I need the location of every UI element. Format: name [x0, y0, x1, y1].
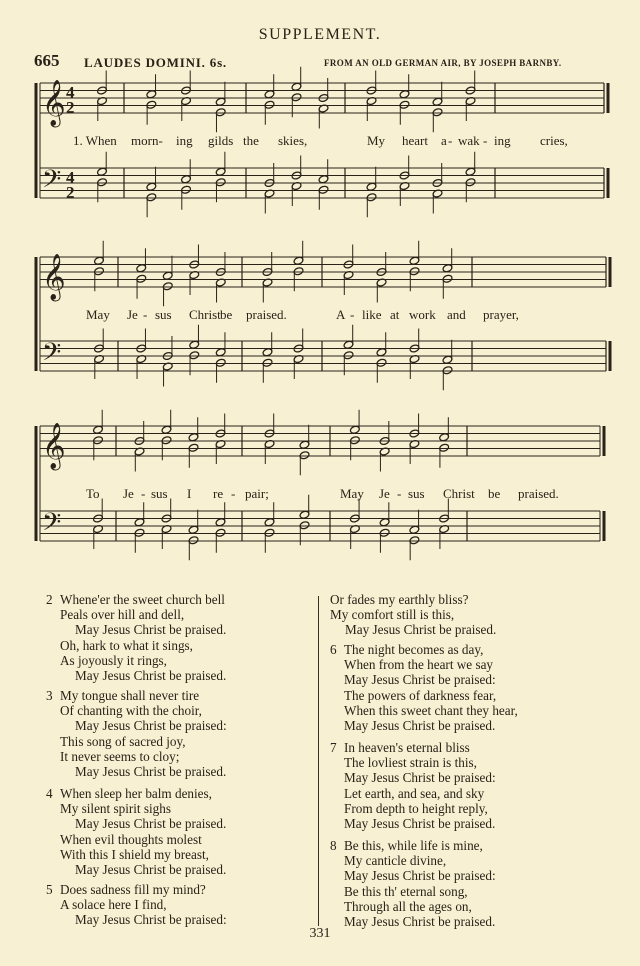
system-1 — [36, 67, 608, 218]
treble-clef-icon: 𝄞 — [42, 80, 66, 126]
stanza-line — [46, 592, 226, 607]
lyric-syllable: Je — [127, 307, 138, 322]
lyric-syllable: at — [390, 307, 400, 322]
stanza-line-text: Does sadness fill my mind? — [60, 882, 206, 897]
lyric-syllable: sus — [408, 486, 425, 501]
stanza-line-text: The powers of darkness fear, — [344, 687, 497, 703]
stanza-number: 8 — [330, 838, 337, 853]
stanza-line-text: Let earth, and sea, and sky — [344, 785, 485, 801]
lyric-syllable: be — [220, 307, 233, 322]
stanza-line-text: Peals over hill and dell, — [60, 607, 185, 623]
stanza-line-text: May Jesus Christ be praised. — [75, 668, 227, 684]
stanza-line — [330, 853, 496, 868]
lyric-syllable: ing — [176, 133, 193, 148]
lyric-syllable: Christ — [189, 307, 221, 322]
lyric-syllable: My — [367, 133, 386, 148]
stanza-number: 3 — [46, 688, 53, 703]
lyric-syllable: - — [350, 307, 355, 322]
stanza-line-text: May Jesus Christ be praised. — [75, 622, 227, 638]
stanza-line — [330, 816, 496, 831]
stanza-line-text: Be this th' eternal song, — [344, 883, 468, 899]
lyric-syllable: - — [143, 307, 148, 322]
stanza-line — [330, 592, 496, 607]
stanza-line — [46, 764, 227, 779]
tune-name: LAUDES DOMINI. 6s. — [84, 55, 227, 70]
lyric-syllable: be — [488, 486, 501, 501]
stanza-line-text: The lovliest strain is this, — [344, 755, 477, 771]
lyric-syllable: ing — [494, 133, 511, 148]
stanza-line-text: May Jesus Christ be praised. — [345, 622, 497, 638]
lyric-syllable: Je — [379, 486, 390, 501]
stanza-3 — [46, 688, 227, 779]
lyric-syllable: prayer, — [483, 307, 519, 322]
stanza-line-text: May Jesus Christ be praised. — [75, 816, 227, 832]
stanza-number: 4 — [46, 786, 53, 801]
lyric-syllable: - — [397, 486, 402, 501]
stanza-number: 5 — [46, 882, 53, 897]
lyric-syllable: A — [336, 307, 346, 322]
stanza-line-text: When from the heart we say — [344, 657, 494, 673]
stanza-line — [330, 770, 496, 785]
system-3 — [36, 410, 604, 561]
stanza-line-text: As joyously it rings, — [60, 652, 167, 668]
lyric-syllable: and — [447, 307, 466, 322]
lyric-syllable: wak — [458, 133, 480, 148]
lyric-syllable: a — [441, 133, 447, 148]
stanza-line — [46, 816, 226, 831]
bass-clef-icon: 𝄢 — [42, 165, 62, 200]
time-signature-bottom: 2 — [66, 183, 75, 202]
lyric-syllable: sus — [155, 307, 172, 322]
lyric-syllable: praised. — [518, 486, 559, 501]
stanza-2 — [46, 592, 226, 683]
stanza-line-text: In heaven's eternal bliss — [344, 740, 470, 755]
stanza-line-text: Whene'er the sweet church bell — [60, 592, 225, 607]
column-divider — [318, 596, 319, 926]
stanza-line-text: May Jesus Christ be praised: — [344, 672, 496, 688]
tune-source: FROM AN OLD GERMAN AIR, BY JOSEPH BARNBY. — [324, 58, 562, 68]
stanza-line — [46, 801, 226, 816]
stanza-line-text: My silent spirit sighs — [60, 801, 172, 817]
treble-clef-icon: 𝄞 — [42, 423, 66, 469]
stanza-8 — [330, 838, 496, 929]
time-signature-top: 4 — [66, 83, 75, 102]
stanza-line-text: May Jesus Christ be praised. — [75, 764, 227, 780]
lyric-syllable: - — [448, 133, 453, 148]
stanza-line-text: It never seems to cloy; — [60, 748, 180, 764]
stanza-line — [46, 897, 227, 912]
stanza-line — [46, 718, 227, 733]
stanza-5 — [46, 882, 227, 928]
stanza-number: 6 — [330, 642, 337, 657]
stanza-line — [330, 642, 518, 657]
lyric-syllable: pair; — [245, 486, 269, 501]
stanza-line — [46, 668, 226, 683]
stanza-6 — [330, 642, 518, 733]
lyric-syllable: cries, — [540, 133, 568, 148]
stanza-line — [46, 749, 227, 764]
stanza-line-text: Or fades my earthly bliss? — [330, 592, 469, 607]
stanza-line — [330, 607, 496, 622]
stanza-line-text: May Jesus Christ be praised: — [344, 770, 496, 786]
stanza-line — [330, 899, 496, 914]
lyric-syllable: May — [86, 307, 110, 322]
stanza-line-text: The night becomes as day, — [344, 642, 484, 657]
lyric-syllable: May — [340, 486, 364, 501]
stanza-line-text: When evil thoughts molest — [60, 831, 202, 847]
stanza-line — [46, 847, 226, 862]
stanza-line — [46, 862, 226, 877]
stanza-line-text: May Jesus Christ be praised. — [75, 862, 227, 878]
stanza-line — [46, 786, 226, 801]
stanza-line-text: When sleep her balm denies, — [60, 786, 212, 801]
lyric-syllable: 1. When — [73, 133, 117, 148]
stanza-line — [330, 740, 496, 755]
stanza-line-text: May Jesus Christ be praised. — [344, 914, 496, 930]
time-signature-bottom: 2 — [66, 98, 75, 117]
lyric-syllable: Je — [123, 486, 134, 501]
page-header-title: SUPPLEMENT. — [258, 26, 382, 43]
stanza-line-text: Oh, hark to what it sings, — [60, 637, 193, 653]
stanza-line-text: My comfort still is this, — [330, 607, 455, 623]
stanza-line-text: My tongue shall never tire — [60, 688, 200, 703]
lyric-syllable: - — [231, 486, 236, 501]
stanza-line — [330, 703, 518, 718]
stanza-line — [330, 688, 518, 703]
lyric-syllable: To — [86, 486, 100, 501]
stanza-line — [46, 832, 226, 847]
lyric-syllable: work — [409, 307, 436, 322]
stanza-line — [330, 838, 496, 853]
stanza-line — [330, 755, 496, 770]
lyric-syllable: praised. — [246, 307, 287, 322]
stanza-7 — [330, 740, 496, 831]
stanza-line — [330, 868, 496, 883]
lyric-syllable: like — [362, 307, 382, 322]
stanza-line — [46, 703, 227, 718]
stanza-number: 7 — [330, 740, 337, 755]
stanza-line — [330, 657, 518, 672]
stanza-line-text: From depth to height reply, — [344, 800, 488, 816]
stanza-4 — [46, 786, 226, 877]
stanza-line-text: May Jesus Christ be praised: — [75, 912, 227, 928]
hymn-number: 665 — [34, 51, 60, 70]
stanza-cont — [330, 592, 496, 638]
time-signature-top: 4 — [66, 168, 75, 187]
stanza-line — [46, 882, 227, 897]
stanza-line — [330, 801, 496, 816]
stanza-line — [330, 622, 496, 637]
stanza-line-text: My canticle divine, — [344, 853, 447, 869]
lyric-syllable: - — [141, 486, 146, 501]
bass-clef-icon: 𝄢 — [42, 508, 62, 543]
stanza-line — [46, 622, 226, 637]
lyric-syllable: sus — [151, 486, 168, 501]
stanza-line — [330, 718, 518, 733]
stanza-line-text: Of chanting with the choir, — [60, 703, 202, 719]
stanza-number: 2 — [46, 592, 53, 607]
system-2 — [36, 241, 610, 391]
stanza-line-text: May Jesus Christ be praised. — [344, 718, 496, 734]
stanza-line-text: Be this, while life is mine, — [344, 838, 483, 853]
stanza-line-text: With this I shield my breast, — [60, 846, 209, 862]
stanza-line — [46, 607, 226, 622]
stanza-line — [330, 786, 496, 801]
bass-clef-icon: 𝄢 — [42, 338, 62, 373]
treble-clef-icon: 𝄞 — [42, 254, 66, 300]
lyric-syllable: morn- — [131, 133, 163, 148]
lyric-syllable: I — [187, 486, 192, 501]
lyric-syllable: re — [213, 486, 224, 501]
lyric-syllable: Christ — [443, 486, 475, 501]
stanza-line — [46, 638, 226, 653]
page-number: 331 — [309, 926, 331, 941]
stanza-line — [330, 672, 518, 687]
stanza-line — [46, 688, 227, 703]
stanza-line-text: When this sweet chant they hear, — [344, 702, 518, 718]
stanza-line-text: May Jesus Christ be praised: — [75, 718, 227, 734]
lyric-syllable: gilds — [208, 133, 234, 148]
stanza-line-text: May Jesus Christ be praised: — [344, 868, 496, 884]
stanza-line — [46, 653, 226, 668]
stanza-line-text: Through all the ages on, — [344, 898, 472, 914]
stanza-line-text: A solace here I find, — [60, 897, 167, 913]
lyric-syllable: heart — [402, 133, 428, 148]
lyric-syllable: - — [483, 133, 488, 148]
stanza-line — [46, 734, 227, 749]
stanza-line-text: This song of sacred joy, — [60, 733, 186, 749]
lyric-syllable: skies, — [278, 133, 308, 148]
lyric-syllable: the — [243, 133, 259, 148]
stanza-line — [330, 884, 496, 899]
stanza-line-text: May Jesus Christ be praised. — [344, 816, 496, 832]
